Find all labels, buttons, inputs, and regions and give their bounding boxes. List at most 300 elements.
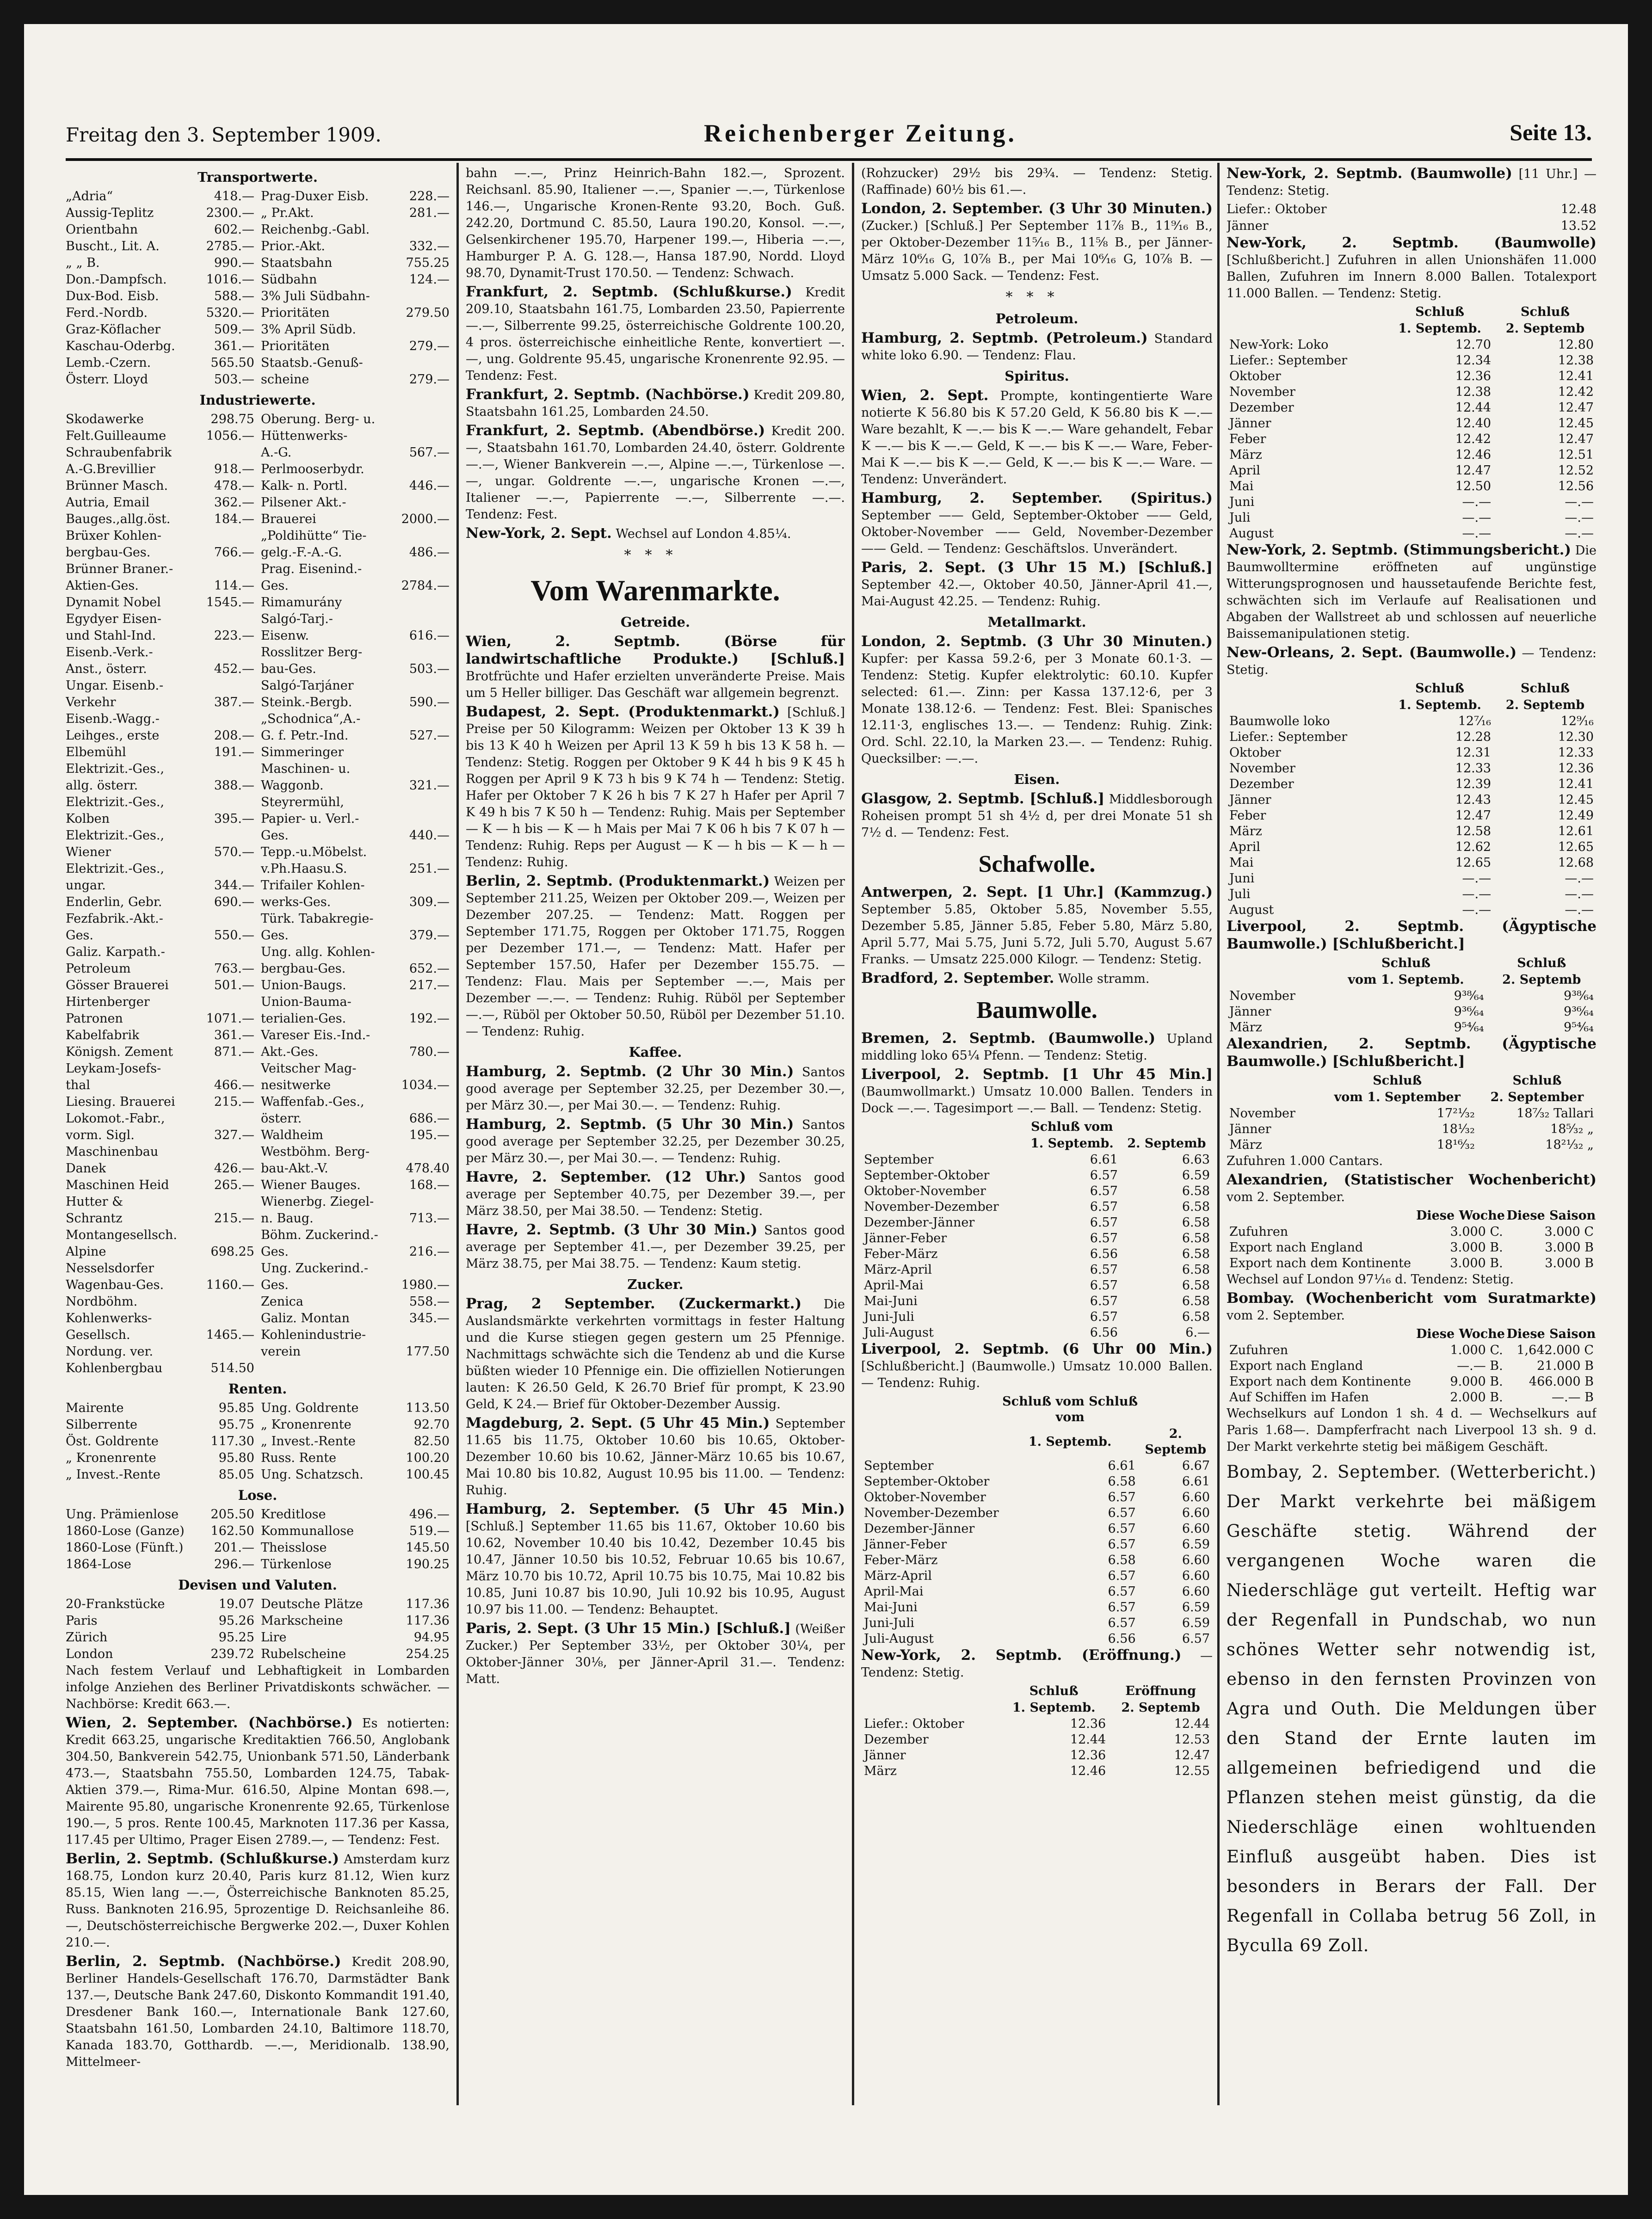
quote-row [66, 271, 254, 288]
article-text: Santos good average per September 40.75, per Dezember 39.—, per März 38.50, per Mai 38.50. — Tendenz: Stetig. [466, 1171, 845, 1218]
quote-row [66, 205, 254, 222]
article-text: Santos good average per September 32.25, per Dezember 30.—, per März 30.—, per Mai 30.—. — Tendenz: Ruhig. [466, 1065, 845, 1113]
quote-value: 395.— [214, 812, 254, 826]
row-value: 6.57 [1108, 1490, 1136, 1504]
quote-value: 527.— [409, 728, 450, 743]
row-value: 12.41 [1558, 777, 1594, 791]
quote-value: 95.25 [218, 1630, 254, 1645]
article [1227, 165, 1597, 199]
quote-row [261, 1227, 450, 1244]
row-label: Feber-März [864, 1553, 938, 1567]
table-row [861, 1325, 1213, 1341]
quote-row [66, 428, 254, 444]
article [466, 1116, 845, 1167]
quote-name: Brüxer Kohlen- [66, 529, 162, 543]
table-header-row [1227, 1073, 1597, 1089]
article [861, 330, 1213, 364]
row-value: 3.000 B [1545, 1256, 1594, 1270]
row-value: 6.61 [1090, 1153, 1118, 1167]
table-row [1227, 1004, 1597, 1020]
table-row [1227, 1358, 1597, 1374]
table-header-cell: Schluß [1373, 1073, 1422, 1088]
quote-name: Russ. Rente [261, 1451, 337, 1465]
article-text: vom 2. September. [1227, 1308, 1345, 1323]
quote-name: Brünner Masch. [66, 479, 168, 493]
row-value: 6.57 [1090, 1184, 1118, 1198]
table-header-cell [1227, 1089, 1317, 1106]
row-value: —.— [1565, 887, 1594, 901]
row-label: April [1229, 463, 1260, 478]
row-value: 12.58 [1455, 824, 1492, 838]
table-header-cell [1227, 304, 1386, 321]
table-header-row [1227, 955, 1597, 972]
quote-row [261, 961, 450, 977]
table-header-row [1227, 1089, 1597, 1106]
table-header-cell: Diese Woche [1416, 1327, 1505, 1341]
quote-row [66, 1327, 254, 1344]
table-header-cell [1227, 1326, 1415, 1343]
quote-name: London [66, 1647, 113, 1661]
table-row [1227, 1390, 1597, 1405]
quote-name: Ges. [261, 1278, 289, 1292]
quote-value: 223.— [214, 629, 254, 643]
table-row [861, 1505, 1213, 1521]
article [1227, 918, 1597, 953]
table-row [1227, 714, 1597, 729]
row-label: April-Mai [864, 1584, 924, 1599]
dateline: Magdeburg, 2. Sept. (5 Uhr 45 Min.) [466, 1415, 770, 1431]
quote-name: Maschinen- u. [261, 762, 351, 776]
quote-row [261, 844, 450, 861]
fraktur-report: Bombay, 2. September. (Wetterbericht.) Der Markt verkehrte bei mäßigem Geschäfte stetig. Während der vergangenen Woche waren die Niederschläge gut verteilt. Heftig war der Regenfall in Pundschab, wo nun schönes Wetter sehr notwendig ist, ebenso in den fernsten Provinzen von Agra und Outh. Die Meldungen über den Stand der Ernte lauten im allgemeinen befriedigend und die Pflanzen stehen meist günstig, da die Niederschläge einen wohltuenden Einfluß ausgeübt haben. Dies ist besonders in Berars der Fall. Der Regenfall in Collaba betrug 56 Zoll, in Byculla 69 Zoll. [1227, 1462, 1597, 1955]
quote-value: 19.07 [218, 1597, 254, 1611]
quote-name: Bauges.,allg.öst. [66, 512, 171, 526]
quote-row [261, 611, 450, 628]
quote-row [261, 305, 450, 321]
row-value: 12.31 [1455, 746, 1492, 760]
quote-row [66, 1060, 254, 1077]
article [861, 1066, 1213, 1117]
article [466, 1295, 845, 1413]
row-value: 12.70 [1455, 338, 1492, 352]
column-3 [861, 165, 1213, 2108]
article [466, 1221, 845, 1272]
row-value: 9³⁸⁄₆₄ [1454, 989, 1484, 1003]
quote-value: 570.— [214, 845, 254, 859]
issue-date: Freitag den 3. September 1909. [66, 123, 382, 146]
row-label: November [1229, 989, 1295, 1003]
quote-name: terialien-Ges. [261, 1011, 346, 1026]
row-value: 21.000 B [1537, 1359, 1594, 1373]
quote-value: 780.— [409, 1045, 450, 1059]
quote-row [66, 511, 254, 528]
quote-name: Lire [261, 1630, 287, 1645]
article [861, 1341, 1213, 1392]
quote-row [66, 1177, 254, 1194]
row-label: Juni [1229, 495, 1255, 509]
quote-name: Rubelscheine [261, 1647, 346, 1661]
row-label: Juni-Juli [864, 1310, 914, 1324]
quote-name: Eisenw. [261, 629, 309, 643]
quote-name: Elektrizit.-Ges., [66, 795, 165, 809]
quote-value: 1034.— [401, 1078, 450, 1092]
quote-value: 92.70 [413, 1418, 450, 1432]
quote-row [66, 794, 254, 811]
quote-value: 265.— [214, 1178, 254, 1192]
table-header-cell: 2. Septemb [1121, 1701, 1200, 1715]
section-title: Getreide. [620, 614, 690, 630]
row-value: 6.56 [1090, 1247, 1118, 1261]
quote-value: 763.— [214, 962, 254, 976]
table-row [1227, 1240, 1597, 1256]
article [1227, 1171, 1597, 1206]
quote-row [261, 205, 450, 222]
row-label: Jänner [1229, 1005, 1271, 1019]
table-row [861, 1152, 1213, 1168]
quote-row [261, 321, 450, 338]
quote-value: 2000.— [401, 512, 450, 526]
quote-row [261, 511, 450, 528]
dateline: Bombay. (Wochenbericht vom Suratmarkte) [1227, 1290, 1597, 1307]
quote-row [261, 1400, 450, 1417]
table-row [861, 1631, 1213, 1647]
row-label: September [864, 1153, 934, 1167]
row-value: 12.38 [1455, 385, 1492, 399]
article-text: Upland middling loko 65¼ Pfenn. — Tendenz: Stetig. [861, 1032, 1213, 1063]
table-header-cell: Diese Saison [1506, 1208, 1596, 1223]
quote-row [261, 661, 450, 678]
table-row [861, 1246, 1213, 1262]
dateline: Hamburg, 2. Septmb. (Petroleum.) [861, 330, 1148, 346]
newspaper-page [24, 24, 1628, 2195]
quote-name: Prag. Eisenind.- [261, 562, 362, 576]
quote-name: Jänner [1227, 219, 1269, 233]
row-value: 18⁵⁄₃₂ „ [1550, 1122, 1594, 1136]
quote-name: Ung. Zuckerind.- [261, 1261, 369, 1276]
quote-row [261, 1646, 450, 1663]
table-header-cell [1227, 955, 1325, 972]
quote-name: verein [261, 1344, 301, 1359]
table-header-cell: Schluß vom [1031, 1120, 1113, 1134]
quote-value: 565.50 [210, 356, 254, 370]
article [861, 387, 1213, 488]
quote-name: Mairente [66, 1401, 124, 1415]
quote-row [261, 1044, 450, 1060]
article [66, 1953, 450, 2071]
article-text: [Schluß.] Preise per 50 Kilogramm: Weizen per Oktober 13 K 39 h bis 13 K 40 h Weizen per April 13 K 59 h bis 13 K 58 h. — Tendenz: Stetig. Roggen per Oktober 9 K 44 h bis 9 K 45 h Roggen per April 9 K 73 h bis 9 K 74 h — Tendenz: Stetig. Hafer per Oktober 7 K 26 h bis 7 K 27 h Hafer per April 7 K 49 h bis 7 K 50 h — Tendenz: Ruhig. Mais per September — K — h bis — K — h Mais per Mai 7 K 06 h bis 7 K 07 h — Tendenz: Ruhig. Reps per August — K — h bis — K — h — Tendenz: Ruhig. [466, 705, 845, 869]
quote-name: Orientbahn [66, 222, 138, 237]
quote-name: Waldheim [261, 1128, 324, 1142]
quote-row [66, 1110, 254, 1127]
row-value: —.— [1462, 887, 1492, 901]
quote-name: Kohlenbergbau [66, 1361, 163, 1375]
quote-name: Markscheine [261, 1614, 343, 1628]
dateline: Bradford, 2. September. [861, 970, 1054, 986]
quote-name: bergbau-Ges. [261, 962, 346, 976]
row-label: Jänner-Feber [864, 1537, 947, 1552]
table-row [1227, 510, 1597, 526]
dateline: New-York, 2. Septmb. (Stimmungsbericht.) [1227, 542, 1572, 558]
row-label: Oktober [1229, 746, 1281, 760]
row-value: 6.57 [1090, 1294, 1118, 1308]
row-value: 18¹⁶⁄₃₂ [1436, 1138, 1475, 1152]
row-label: April [1229, 840, 1260, 854]
quote-row [66, 355, 254, 371]
row-value: 6.59 [1182, 1537, 1210, 1552]
quote-value: 602.— [214, 222, 254, 237]
dateline: Glasgow, 2. Septmb. [Schluß.] [861, 790, 1105, 807]
row-value: —.— [1565, 511, 1594, 525]
table-row [861, 1748, 1213, 1763]
row-value: —.— [1565, 526, 1594, 541]
table-row [861, 1458, 1213, 1474]
article-text: Middlesborough Roheisen prompt 51 sh 4½ d, per drei Monate 51 sh 7½ d. — Tendenz: Fest. [861, 792, 1213, 840]
quote-value: 95.85 [218, 1401, 254, 1415]
row-value: 6.57 [1108, 1537, 1136, 1552]
dateline: Frankfurt, 2. Septmb. (Nachbörse.) [466, 386, 750, 403]
row-value: 12.50 [1455, 479, 1492, 493]
row-value: 6.57 [1108, 1569, 1136, 1583]
quote-name: v.Ph.Haasu.S. [261, 862, 347, 876]
quote-name: bau-Akt.-V. [261, 1161, 328, 1176]
table-header-cell [861, 1700, 999, 1716]
row-label: Dezember-Jänner [864, 1215, 975, 1230]
row-value: 6.60 [1182, 1490, 1210, 1504]
article [466, 284, 845, 384]
quote-value: 217.— [409, 978, 450, 992]
row-value: 12.61 [1558, 824, 1594, 838]
quote-value: 95.75 [218, 1418, 254, 1432]
quote-value: 279.— [409, 339, 450, 353]
row-label: Oktober-November [864, 1490, 986, 1504]
row-label: Mai [1229, 479, 1254, 493]
quote-row [261, 811, 450, 827]
quote-value: 1016.— [206, 272, 254, 287]
dateline: Hamburg, 2. September. (5 Uhr 45 Min.) [466, 1501, 845, 1517]
quote-value: 918.— [214, 462, 254, 476]
quote-name: Gösser Brauerei [66, 978, 169, 992]
table-header-cell: vom 1. Septemb. [1348, 973, 1464, 987]
row-value: 9³⁸⁄₆₄ [1564, 989, 1594, 1003]
article-text: — Tendenz: Stetig. [861, 1649, 1213, 1680]
article-text: (Zucker.) [Schluß.] Per September 11⅞ B., 11⁹⁄₁₆ B., per Oktober-Dezember 11⁵⁄₁₆ B., 11⅝ B., per Jänner-März 10⁶⁄₁₆ G, 10⅞ B., per Mai 10⁶⁄₁₆ G, 10⅞ B. — Umsatz 5.000 Sack. — Tendenz: Fest. [861, 219, 1213, 283]
row-value: 9³⁶⁄₆₄ [1564, 1005, 1594, 1019]
table-header-row [1227, 1326, 1597, 1343]
quote-value: 1056.— [206, 429, 254, 443]
quote-value: 990.— [214, 256, 254, 270]
quote-row [261, 827, 450, 844]
quote-row [261, 238, 450, 255]
quote-value: 13.52 [1560, 219, 1597, 233]
column-divider [1217, 163, 1220, 2105]
row-value: 6.60 [1182, 1569, 1210, 1583]
table-row [1227, 808, 1597, 824]
quote-name: G. f. Petr.-Ind. [261, 728, 349, 743]
quote-row [261, 694, 450, 711]
article [66, 1714, 450, 1849]
quote-value: 452.— [214, 662, 254, 676]
quote-value: 254.25 [406, 1647, 450, 1661]
quote-name: Theisslose [261, 1541, 327, 1555]
quote-value: 184.— [214, 512, 254, 526]
row-label: Liefer.: September [1229, 730, 1348, 744]
article [861, 790, 1213, 841]
quote-row [66, 894, 254, 911]
quote-value: 321.— [409, 778, 450, 793]
row-label: März-April [864, 1569, 932, 1583]
article-text: Wechselkurs auf London 1 sh. 4 d. — Wechselkurs auf Paris 1.68—. Dampferfracht nach Liverpool 13 sh. 9 d. Der Markt verkehrte stetig bei mäßigem Geschäft. [1227, 1406, 1597, 1454]
row-value: 6.58 [1108, 1553, 1136, 1567]
table-row [1227, 353, 1597, 369]
row-label: Jänner [1229, 416, 1271, 431]
row-value: —.— [1462, 511, 1492, 525]
table-header-row [1227, 1208, 1597, 1224]
dateline: New-York, 2. Septmb. (Eröffnung.) [861, 1647, 1182, 1664]
quote-value: 117.36 [406, 1614, 450, 1628]
quote-name: Graz-Köflacher [66, 322, 161, 337]
row-label: Liefer.: Oktober [864, 1717, 964, 1731]
quote-row [261, 428, 450, 444]
quote-row [261, 338, 450, 355]
row-value: —.— [1462, 495, 1492, 509]
table-row [1227, 369, 1597, 384]
article [1227, 1036, 1597, 1071]
page-number: Seite 13. [1510, 119, 1592, 145]
quote-row [261, 461, 450, 478]
quote-row [261, 1417, 450, 1433]
quote-value: 486.— [409, 545, 450, 560]
quote-row [66, 1094, 254, 1110]
quote-value: 558.— [409, 1294, 450, 1309]
section-heading: Baumwolle. [976, 997, 1097, 1023]
quote-value: 124.— [409, 272, 450, 287]
row-value: 6.57 [1090, 1310, 1118, 1324]
row-value: —.— B [1551, 1390, 1594, 1405]
quote-row [261, 371, 450, 388]
table-row [1227, 745, 1597, 761]
article-text: September 42.—, Oktober 40.50, Jänner-April 41.—, Mai-August 42.25. — Tendenz: Ruhig. [861, 578, 1213, 609]
quote-value: 588.— [214, 289, 254, 303]
table-row [1227, 871, 1597, 887]
section-title: Zucker. [627, 1276, 684, 1292]
quote-value: 296.— [214, 1557, 254, 1572]
quote-row [66, 1450, 254, 1467]
table-row [1227, 1224, 1597, 1240]
row-label: Export nach dem Kontinente [1229, 1256, 1412, 1270]
quote-name: Staatsb.-Genuß- [261, 356, 363, 370]
quote-row [66, 478, 254, 494]
quote-row [66, 644, 254, 661]
quote-row [261, 444, 450, 461]
quote-row [66, 861, 254, 877]
quote-row [66, 1260, 254, 1277]
row-value: 12.46 [1070, 1764, 1106, 1778]
quote-name: Veitscher Mag- [261, 1061, 357, 1076]
row-value: 6.58 [1182, 1294, 1210, 1308]
quote-row [261, 288, 450, 305]
row-label: Feber [1229, 808, 1266, 823]
row-label: Juni-Juli [864, 1616, 914, 1630]
quote-row [261, 1110, 450, 1127]
article [466, 525, 845, 542]
row-value: 12⁷⁄₁₆ [1458, 714, 1492, 728]
quote-value: 567.— [409, 445, 450, 460]
quote-name: Anst., österr. [66, 662, 147, 676]
quote-name: „ Invest.-Rente [261, 1434, 356, 1449]
table-header-cell: vom 1. September [1334, 1090, 1461, 1104]
table-header-cell: 2. Septemb [1505, 698, 1585, 712]
table-row [1227, 1374, 1597, 1390]
row-value: 6.58 [1182, 1310, 1210, 1324]
quote-value: 496.— [409, 1507, 450, 1522]
quote-name: Ges. [261, 928, 289, 943]
table-header-row [861, 1426, 1213, 1458]
quote-row [261, 1433, 450, 1450]
row-value: 6.58 [1182, 1215, 1210, 1230]
row-value: 12.65 [1455, 856, 1492, 870]
quote-row [66, 222, 254, 238]
row-value: 466.000 B [1529, 1375, 1594, 1389]
quote-row [66, 1160, 254, 1177]
quote-value: 440.— [409, 828, 450, 843]
quote-name: Union-Baugs. [261, 978, 346, 992]
dateline: Alexandrien, (Statistischer Wochenbericht) [1227, 1171, 1597, 1188]
dateline: London, 2. Septmb. (3 Uhr 30 Minuten.) [861, 633, 1213, 650]
quote-row [1227, 218, 1597, 234]
quote-row [261, 877, 450, 894]
quote-value: 309.— [409, 895, 450, 909]
table-header-row [1227, 680, 1597, 697]
dateline: Hamburg, 2. September. (Spiritus.) [861, 490, 1213, 506]
quote-name: Schraubenfabrik [66, 445, 172, 460]
price-table [1227, 955, 1597, 1036]
article-text: Santos good average per September 41.—, per Dezember 39.25, per März 38.75, per Mai 38.75. — Tendenz: Kaum stetig. [466, 1223, 845, 1271]
quote-name: österr. [261, 1111, 302, 1126]
row-value: 12.43 [1455, 793, 1492, 807]
row-value: 12.30 [1558, 730, 1594, 744]
quote-row [261, 188, 450, 205]
row-label: Mai [1229, 856, 1254, 870]
row-label: April-Mai [864, 1278, 924, 1293]
quote-value: 388.— [214, 778, 254, 793]
table-header-row [1227, 304, 1597, 321]
quote-name: Zürich [66, 1630, 108, 1645]
quote-value: 2784.— [401, 579, 450, 593]
quote-row [261, 744, 450, 761]
row-label: März [1229, 448, 1262, 462]
quote-name: Kommunallose [261, 1524, 354, 1538]
article-text: Kredit 209.80, Staatsbahn 161.25, Lombarden 24.50. [466, 388, 845, 419]
row-label: Oktober [1229, 369, 1281, 383]
table-header-cell [1121, 1119, 1213, 1135]
row-value: 6.58 [1182, 1263, 1210, 1277]
quote-name: Wagenbau-Ges. [66, 1278, 164, 1292]
dateline: New-York, 2. Septmb. (Baumwolle) [1227, 165, 1512, 182]
article [1227, 234, 1597, 302]
quote-value: 162.50 [210, 1524, 254, 1538]
table-header-cell [861, 1426, 1002, 1458]
row-value: 6.56 [1090, 1325, 1118, 1340]
quote-name: Salgó-Tarj.- [261, 612, 333, 626]
quote-value: 279.— [409, 372, 450, 387]
dateline: New-York, 2. Septmb. (Baumwolle) [1227, 234, 1597, 251]
row-value: 6.57 [1108, 1600, 1136, 1615]
quote-name: Elektrizit.-Ges., [66, 762, 165, 776]
table-row [1227, 761, 1597, 777]
quote-name: Ung. Schatzsch. [261, 1467, 364, 1482]
quote-name: Eisenb.-Verk.- [66, 645, 153, 660]
quote-row [261, 1540, 450, 1556]
